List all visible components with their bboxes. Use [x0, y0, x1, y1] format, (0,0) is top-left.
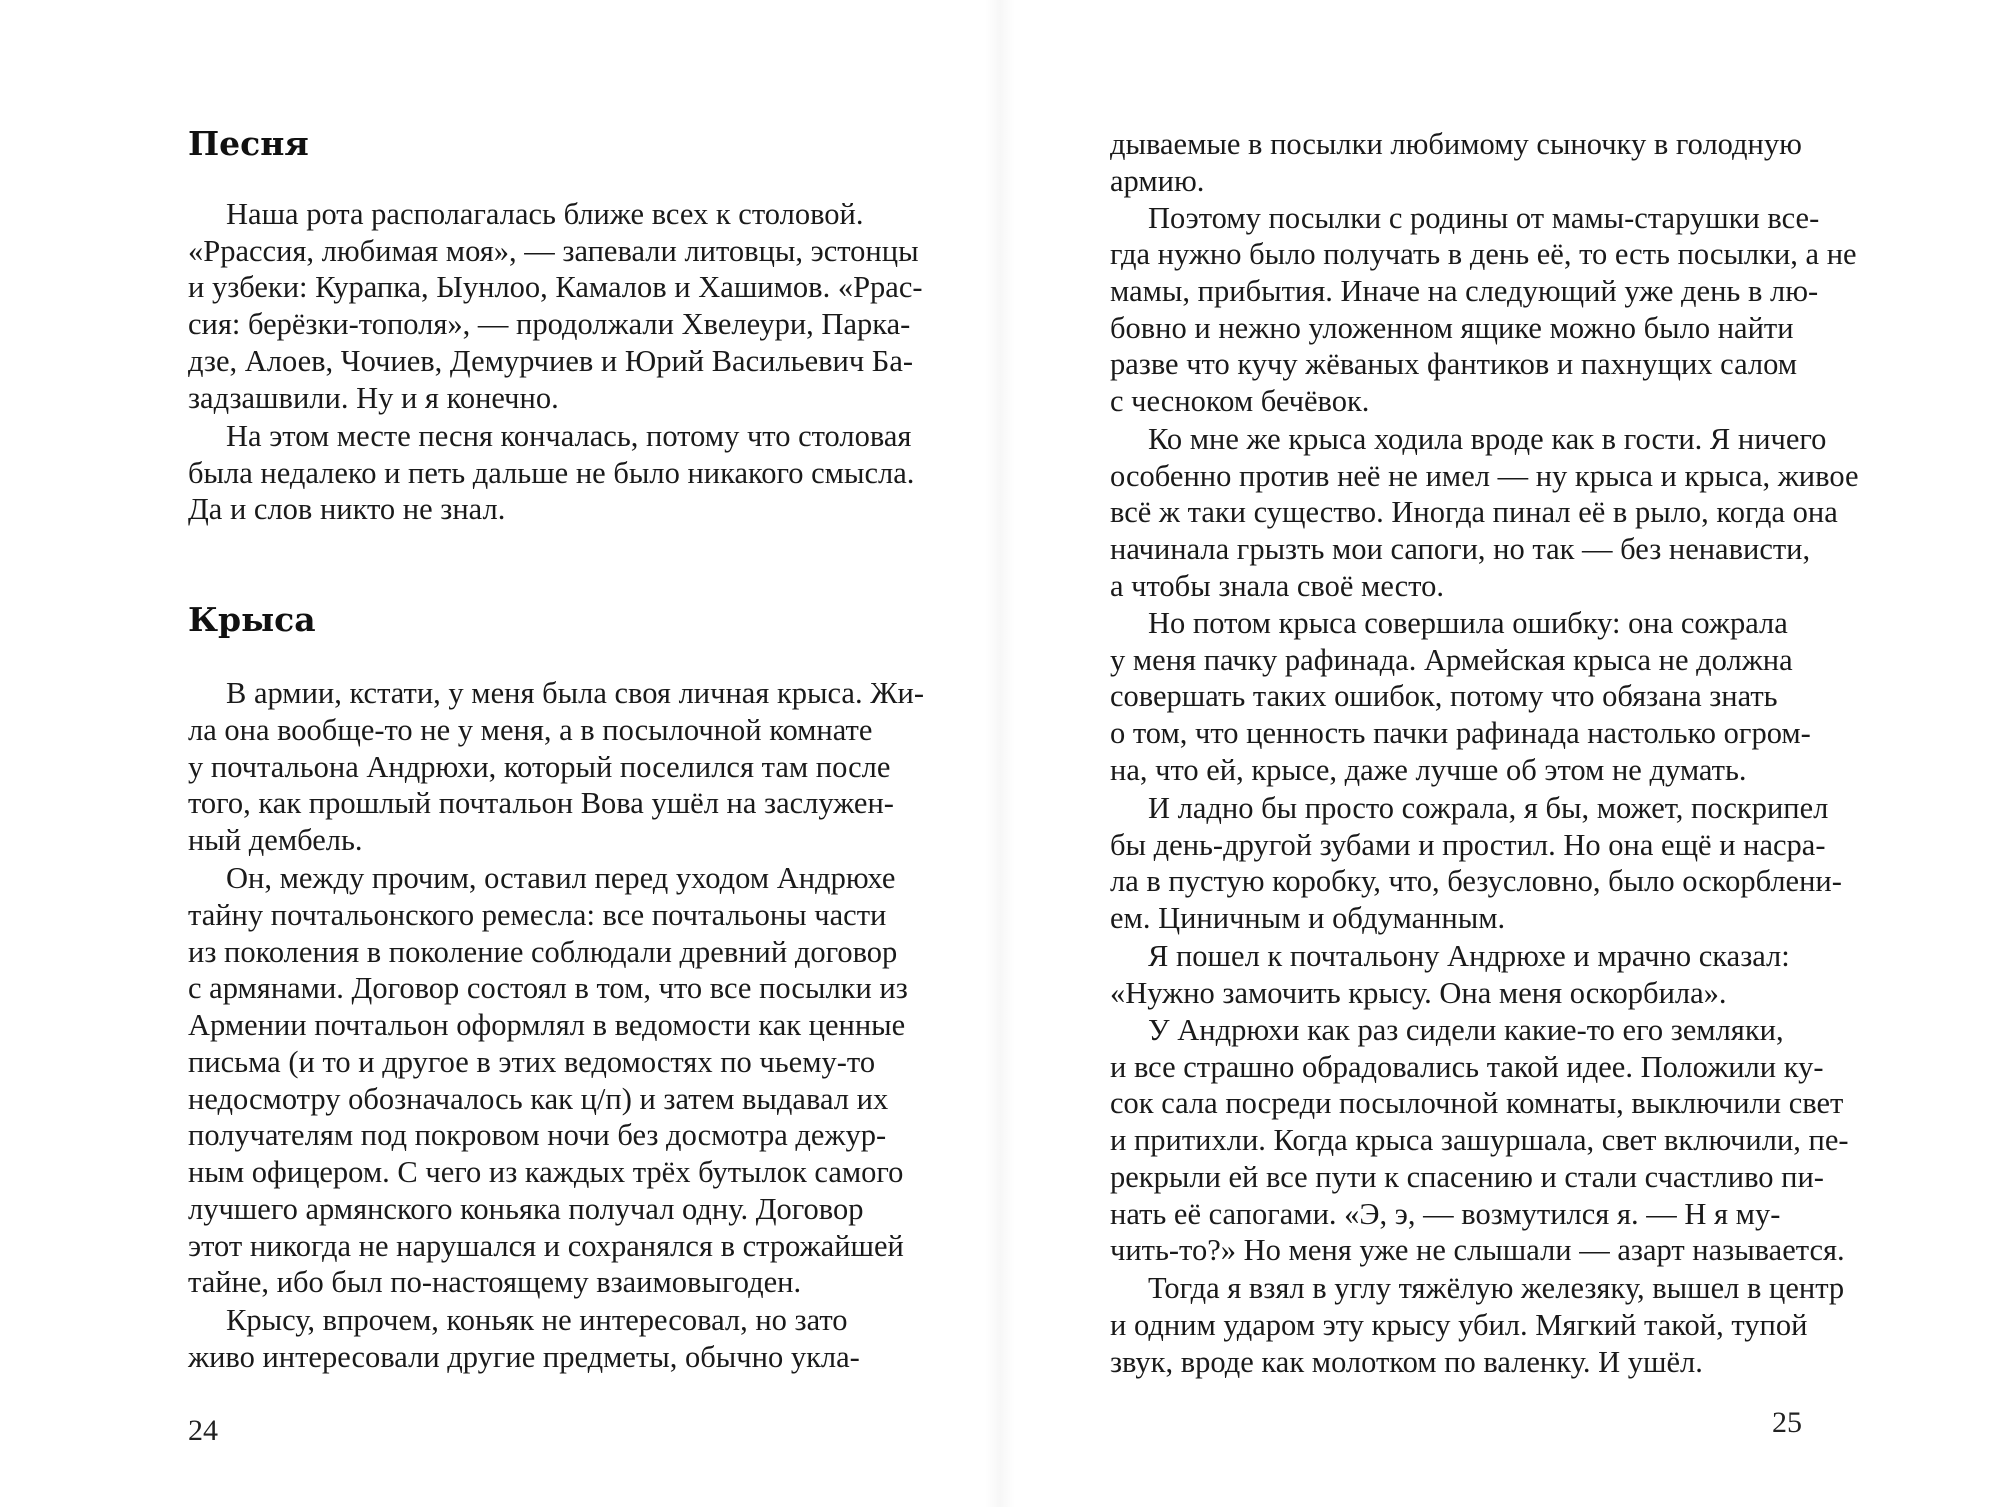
right-page	[1000, 0, 2000, 1507]
text-line: и узбеки: Курапка, Ыунлоо, Камалов и Хашимов. «Ррас-	[188, 270, 923, 304]
text-line: была недалеко и петь дальше не было никакого смысла.	[188, 456, 915, 490]
text-line: получателям под покровом ночи без досмотра дежур-	[188, 1118, 887, 1152]
text-line: гда нужно было получать в день её, то есть посылки, а не	[1110, 237, 1857, 271]
text-line: с чесноком бечёвок.	[1110, 384, 1370, 418]
text-line: На этом месте песня кончалась, потому что столовая	[226, 419, 912, 453]
text-line: и одним ударом эту крысу убил. Мягкий такой, тупой	[1110, 1308, 1808, 1342]
text-line: у меня пачку рафинада. Армейская крыса не должна	[1110, 643, 1793, 677]
text-line: ным офицером. С чего из каждых трёх бутылок самого	[188, 1155, 904, 1189]
page-number: 24	[188, 1414, 218, 1447]
text-line: а чтобы знала своё место.	[1110, 569, 1444, 603]
text-line: Ко мне же крыса ходила вроде как в гости. Я ничего	[1148, 422, 1827, 456]
text-line: Но потом крыса совершила ошибку: она сожрала	[1148, 606, 1788, 640]
text-line: начинала грызть мои сапоги, но так — без ненависти,	[1110, 532, 1811, 566]
text-line: задзашвили. Ну и я конечно.	[188, 381, 559, 415]
text-line: совершать таких ошибок, потому что обязана знать	[1110, 679, 1778, 713]
text-line: ем. Циничным и обдуманным.	[1110, 901, 1506, 935]
text-line: Наша рота располагалась ближе всех к столовой.	[226, 197, 864, 231]
text-line: недосмотру обозначалось как ц/п) и затем выдавал их	[188, 1082, 889, 1116]
text-line: чить-то?» Но меня уже не слышали — азарт называется.	[1110, 1233, 1845, 1267]
text-line: на, что ей, крысе, даже лучше об этом не думать.	[1110, 753, 1747, 787]
text-line: дзе, Алоев, Чочиев, Демурчиев и Юрий Васильевич Ба-	[188, 344, 914, 378]
text-line: бовно и нежно уложенном ящике можно было найти	[1110, 311, 1794, 345]
text-line: тайну почтальонского ремесла: все почтальоны части	[188, 898, 887, 932]
text-line: и притихли. Когда крыса зашуршала, свет включили, пе-	[1110, 1123, 1849, 1157]
text-line: у почтальона Андрюхи, который поселился там после	[188, 750, 891, 784]
text-line: всё ж таки существо. Иногда пинал её в рыло, когда она	[1110, 495, 1838, 529]
text-line: И ладно бы просто сожрала, я бы, может, поскрипел	[1148, 791, 1829, 825]
text-line: того, как прошлый почтальон Вова ушёл на заслужен-	[188, 786, 894, 820]
text-line: письма (и то и другое в этих ведомостях по чьему-то	[188, 1045, 876, 1079]
text-line: ный дембель.	[188, 823, 363, 857]
text-line: из поколения в поколение соблюдали древний договор	[188, 935, 898, 969]
text-line: У Андрюхи как раз сидели какие-то его земляки,	[1148, 1013, 1784, 1047]
text-line: Он, между прочим, оставил перед уходом Андрюхе	[226, 861, 896, 895]
text-line: Тогда я взял в углу тяжёлую железяку, вышел в центр	[1148, 1271, 1845, 1305]
text-line: Да и слов никто не знал.	[188, 492, 506, 526]
text-line: лучшего армянского коньяка получал одну. Договор	[188, 1192, 864, 1226]
text-line: дываемые в посылки любимому сыночку в голодную	[1110, 127, 1802, 161]
text-line: нать её сапогами. «Э, э, — возмутился я. — Н я му-	[1110, 1197, 1781, 1231]
text-line: Я пошел к почтальону Андрюхе и мрачно сказал:	[1148, 939, 1790, 973]
text-line: с армянами. Договор состоял в том, что все посылки из	[188, 971, 908, 1005]
text-line: «Ррассия, любимая моя», — запевали литовцы, эстонцы	[188, 234, 919, 268]
text-line: Поэтому посылки с родины от мамы-старушки все-	[1148, 201, 1820, 235]
section-title-krysa: Крыса	[188, 600, 316, 639]
text-line: особенно против неё не имел — ну крыса и крыса, живое	[1110, 459, 1859, 493]
text-line: В армии, кстати, у меня была своя личная крыса. Жи-	[226, 676, 925, 710]
text-line: Крысу, впрочем, коньяк не интересовал, но зато	[226, 1303, 848, 1337]
text-line: мамы, прибытия. Иначе на следующий уже день в лю-	[1110, 274, 1819, 308]
text-line: разве что кучу жёваных фантиков и пахнущих салом	[1110, 347, 1798, 381]
text-line: звук, вроде как молотком по валенку. И ушёл.	[1110, 1345, 1703, 1379]
text-line: сия: берёзки-тополя», — продолжали Хвелеури, Парка-	[188, 307, 911, 341]
text-line: «Нужно замочить крысу. Она меня оскорбила».	[1110, 976, 1727, 1010]
text-line: ла в пустую коробку, что, безусловно, было оскорблени-	[1110, 864, 1842, 898]
text-line: сок сала посреди посылочной комнаты, выключили свет	[1110, 1086, 1844, 1120]
text-line: тайне, ибо был по-настоящему взаимовыгоден.	[188, 1265, 802, 1299]
text-line: живо интересовали другие предметы, обычно укла-	[188, 1340, 860, 1374]
page-number: 25	[1772, 1406, 1802, 1439]
text-line: армию.	[1110, 164, 1205, 198]
section-title-pesnya: Песня	[188, 124, 309, 163]
text-line: и все страшно обрадовались такой идее. Положили ку-	[1110, 1050, 1824, 1084]
text-line: о том, что ценность пачки рафинада настолько огром-	[1110, 716, 1811, 750]
text-line: ла она вообще-то не у меня, а в посылочной комнате	[188, 713, 873, 747]
text-line: бы день-другой зубами и простил. Но она ещё и насра-	[1110, 828, 1826, 862]
text-line: Армении почтальон оформлял в ведомости как ценные	[188, 1008, 906, 1042]
text-line: рекрыли ей все пути к спасению и стали счастливо пи-	[1110, 1160, 1824, 1194]
text-line: этот никогда не нарушался и сохранялся в строжайшей	[188, 1229, 904, 1263]
